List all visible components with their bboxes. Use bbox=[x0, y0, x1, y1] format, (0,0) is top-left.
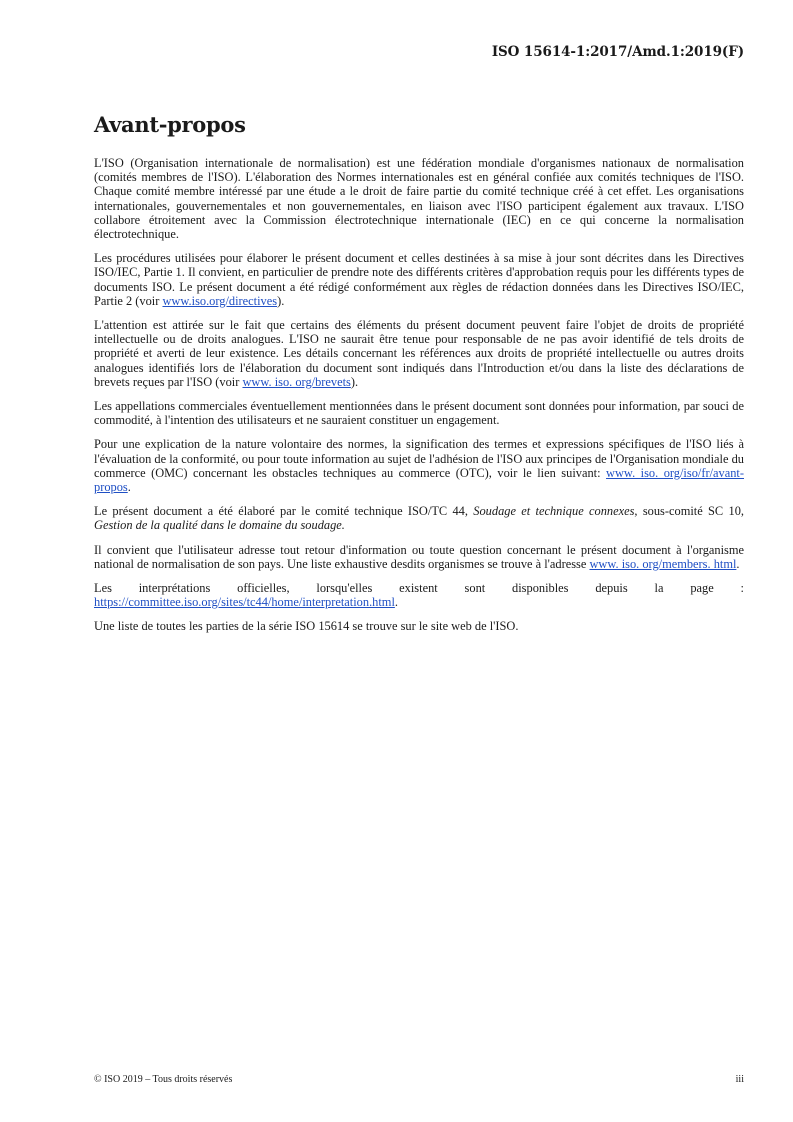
committee-name: Soudage et technique connexes bbox=[473, 504, 635, 519]
paragraph-patent-rights-text: L'attention est attirée sur le fait que certains des éléments du présent document peuvent faire l'objet de droits de propriété intellectuelle ou de droits analogues. L'ISO ne saurait être tenue pour responsable de ne pas avoir identifié de tels droits de propriété et averti de leur existence. Les détails concernant les références aux droits de propriété intellectuelle ou autres droits analogues identifiés lors de l'élaboration du document sont indiqués dans l'Introduction et/ou dans la liste des déclarations de brevets reçues par l'ISO (voir bbox=[94, 318, 744, 389]
paragraph-feedback-text: Il convient que l'utilisateur adresse tout retour d'information ou toute question concernant le présent document à l'organisme national de normalisation de son pays. Une liste exhaustive desdits organismes se trouve à l'adresse bbox=[94, 542, 744, 571]
paragraph-patent-rights-end: ). bbox=[350, 374, 359, 389]
foreword-body bbox=[94, 156, 744, 644]
paragraph-interpretations-end: . bbox=[394, 595, 398, 610]
paragraph-voluntary-nature-end: . bbox=[127, 480, 131, 495]
paragraph-voluntary-nature-text: Pour une explication de la nature volontaire des normes, la signification des termes et expressions spécifiques de l'ISO liés à l'évaluation de la conformité, ou pour toute information au sujet de l'adhésion de l'ISO aux principes de l'Organisation mondiale du commerce (OMC) concernant les obstacles techniques au commerce (OTC), voir le lien suivant: bbox=[94, 437, 744, 480]
link-avant-propos[interactable]: www. iso. org/iso/fr/avant-propos bbox=[94, 465, 744, 495]
paragraph-interpretations bbox=[94, 581, 744, 609]
paragraph-trade-names: Les appellations commerciales éventuellement mentionnées dans le présent document sont données pour information, par souci de commodité, à l'intention des utilisateurs et ne sauraient constituer un engagement. bbox=[94, 399, 744, 428]
link-members[interactable]: www. iso. org/members. html bbox=[589, 556, 737, 571]
paragraph-interpretations-text: Les interprétations officielles, lorsqu'elles existent sont disponibles depuis la page : bbox=[94, 581, 744, 596]
paragraph-patent-rights bbox=[94, 318, 744, 389]
paragraph-feedback-end: . bbox=[736, 556, 740, 571]
paragraph-procedures-end: ). bbox=[277, 293, 285, 308]
paragraph-committee-mid: , sous-comité SC 10, bbox=[634, 504, 744, 519]
paragraph-procedures bbox=[94, 251, 744, 308]
link-interpretation[interactable]: https://committee.iso.org/sites/tc44/home/interpretation.html bbox=[94, 595, 395, 610]
footer-page-number: iii bbox=[735, 1074, 744, 1085]
link-directives[interactable]: www.iso.org/directives bbox=[162, 293, 278, 308]
subcommittee-name: Gestion de la qualité dans le domaine du soudage. bbox=[94, 518, 345, 533]
paragraph-procedures-text: Les procédures utilisées pour élaborer le présent document et celles destinées à sa mise à jour sont décrites dans les Directives ISO/IEC, Partie 1. Il convient, en particulier de prendre note des différents critères d'approbation requis pour les différents types de documents ISO. Le présent document a été rédigé conformément aux règles de rédaction données dans les Directives ISO/IEC, Partie 2 (voir bbox=[94, 251, 745, 308]
paragraph-committee bbox=[94, 504, 744, 532]
paragraph-feedback bbox=[94, 543, 744, 571]
footer-copyright: © ISO 2019 – Tous droits réservés bbox=[94, 1074, 233, 1085]
link-brevets[interactable]: www. iso. org/brevets bbox=[242, 374, 351, 389]
paragraph-committee-text: Le présent document a été élaboré par le comité technique ISO/TC 44, bbox=[94, 504, 474, 519]
page-title: Avant-propos bbox=[94, 112, 246, 137]
document-id-header: ISO 15614-1:2017/Amd.1:2019(F) bbox=[491, 44, 744, 60]
paragraph-iso-description: L'ISO (Organisation internationale de normalisation) est une fédération mondiale d'organismes nationaux de normalisation (comités membres de l'ISO). L'élaboration des Normes internationales est en général confiée aux comités techniques de l'ISO. Chaque comité membre intéressé par une étude a le droit de faire partie du comité technique créé à cet effet. Les organisations internationales, gouvernementales et non gouvernementales, en liaison avec l'ISO participent également aux travaux. L'ISO collabore étroitement avec la Commission électrotechnique internationale (IEC) en ce qui concerne la normalisation électrotechnique. bbox=[94, 156, 744, 242]
paragraph-voluntary-nature bbox=[94, 437, 744, 494]
paragraph-series-list: Une liste de toutes les parties de la série ISO 15614 se trouve sur le site web de l'ISO. bbox=[94, 619, 519, 634]
